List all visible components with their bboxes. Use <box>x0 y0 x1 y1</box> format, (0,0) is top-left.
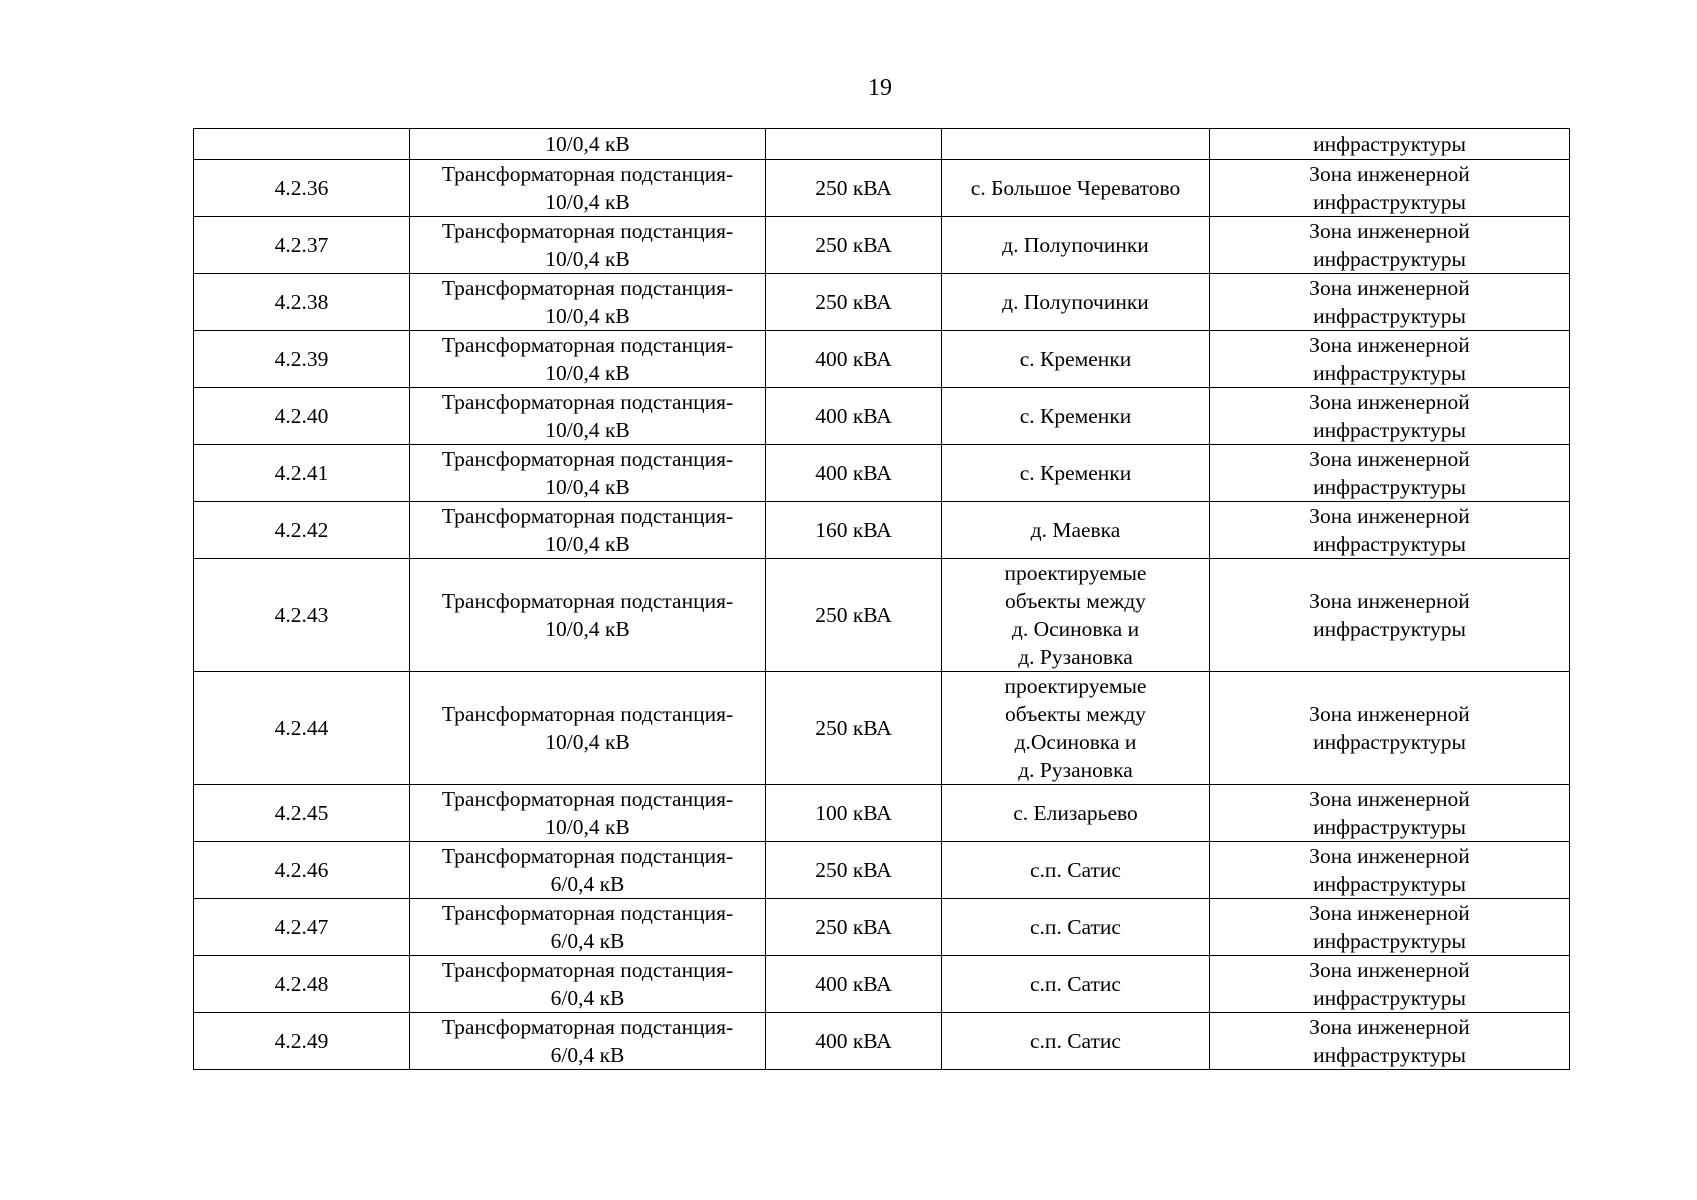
cell-location-line: д. Осиновка и <box>1011 617 1140 641</box>
cell-zone-line: инфраструктуры <box>1313 190 1466 214</box>
cell-number: 4.2.48 <box>194 956 410 1013</box>
cell-location-line: с.п. Сатис <box>1030 1029 1121 1053</box>
cell-location <box>942 502 1210 559</box>
cell-capacity: 100 кВА <box>766 785 942 842</box>
cell-zone-line: Зона инженерной <box>1309 901 1470 925</box>
cell-object-line: 10/0,4 кВ <box>545 532 630 556</box>
cell-capacity: 400 кВА <box>766 1013 942 1070</box>
cell-location-line: с. Елизарьево <box>1013 801 1138 825</box>
cell-capacity: 250 кВА <box>766 160 942 217</box>
cell-zone <box>1210 331 1570 388</box>
cell-capacity: 400 кВА <box>766 388 942 445</box>
cell-object-line: Трансформаторная подстанция- <box>441 787 734 811</box>
cell-zone-line: Зона инженерной <box>1309 589 1470 613</box>
table-body <box>194 129 1570 1070</box>
cell-object-line: 10/0,4 кВ <box>545 730 630 754</box>
cell-zone <box>1210 1013 1570 1070</box>
cell-object-line: Трансформаторная подстанция- <box>441 333 734 357</box>
cell-number: 4.2.46 <box>194 842 410 899</box>
cell-object-line: Трансформаторная подстанция- <box>441 958 734 982</box>
cell-number: 4.2.42 <box>194 502 410 559</box>
cell-zone <box>1210 559 1570 672</box>
cell-number: 4.2.43 <box>194 559 410 672</box>
cell-location <box>942 842 1210 899</box>
cell-location <box>942 129 1210 160</box>
cell-object-line: Трансформаторная подстанция- <box>441 844 734 868</box>
cell-object-line: Трансформаторная подстанция- <box>441 219 734 243</box>
cell-location <box>942 1013 1210 1070</box>
cell-object-line: Трансформаторная подстанция- <box>441 1015 734 1039</box>
cell-location <box>942 217 1210 274</box>
cell-capacity: 250 кВА <box>766 842 942 899</box>
cell-object <box>410 785 766 842</box>
cell-location-line: д. Полупочинки <box>1002 233 1149 257</box>
page-number: 19 <box>868 75 892 101</box>
cell-location <box>942 785 1210 842</box>
cell-location-line: с. Кременки <box>1019 404 1132 428</box>
cell-location <box>942 956 1210 1013</box>
cell-zone-line: Зона инженерной <box>1309 958 1470 982</box>
cell-zone-line: инфраструктуры <box>1313 872 1466 896</box>
cell-location-line: д. Маевка <box>1030 518 1121 542</box>
cell-object <box>410 1013 766 1070</box>
cell-zone <box>1210 899 1570 956</box>
cell-object-line: 10/0,4 кВ <box>545 247 630 271</box>
cell-capacity: 250 кВА <box>766 672 942 785</box>
cell-location-line: д.Осиновка и <box>1014 730 1137 754</box>
cell-zone-line: Зона инженерной <box>1309 702 1470 726</box>
cell-number: 4.2.37 <box>194 217 410 274</box>
cell-location-line: объекты между <box>1005 702 1146 726</box>
cell-object-line: Трансформаторная подстанция- <box>441 447 734 471</box>
cell-number: 4.2.41 <box>194 445 410 502</box>
cell-object-line: 6/0,4 кВ <box>550 986 625 1010</box>
table-row <box>194 160 1570 217</box>
cell-location <box>942 559 1210 672</box>
cell-object-line: 10/0,4 кВ <box>545 361 630 385</box>
cell-zone <box>1210 842 1570 899</box>
cell-object <box>410 160 766 217</box>
cell-zone <box>1210 445 1570 502</box>
cell-object-line: Трансформаторная подстанция- <box>441 276 734 300</box>
table-row <box>194 785 1570 842</box>
cell-location <box>942 445 1210 502</box>
cell-zone-line: Зона инженерной <box>1309 219 1470 243</box>
cell-zone <box>1210 785 1570 842</box>
cell-object-line: 6/0,4 кВ <box>550 929 625 953</box>
cell-zone <box>1210 502 1570 559</box>
cell-zone-line: Зона инженерной <box>1309 504 1470 528</box>
cell-location-line: д. Рузановка <box>1018 758 1133 782</box>
cell-number: 4.2.40 <box>194 388 410 445</box>
cell-location-line: с. Кременки <box>1019 347 1132 371</box>
cell-object-line: 10/0,4 кВ <box>545 190 630 214</box>
cell-zone-line: Зона инженерной <box>1309 390 1470 414</box>
cell-zone-line: Зона инженерной <box>1309 787 1470 811</box>
cell-object-line: Трансформаторная подстанция- <box>441 589 734 613</box>
cell-number: 4.2.45 <box>194 785 410 842</box>
table-row <box>194 842 1570 899</box>
table-row <box>194 502 1570 559</box>
cell-object <box>410 559 766 672</box>
cell-object <box>410 956 766 1013</box>
table-row <box>194 388 1570 445</box>
cell-location <box>942 672 1210 785</box>
cell-number: 4.2.38 <box>194 274 410 331</box>
cell-capacity: 250 кВА <box>766 217 942 274</box>
cell-zone-line: инфраструктуры <box>1313 304 1466 328</box>
cell-number: 4.2.39 <box>194 331 410 388</box>
cell-zone-line: инфраструктуры <box>1313 815 1466 839</box>
cell-object-line: Трансформаторная подстанция- <box>441 901 734 925</box>
cell-object <box>410 445 766 502</box>
cell-capacity: 250 кВА <box>766 274 942 331</box>
cell-number: 4.2.44 <box>194 672 410 785</box>
cell-zone <box>1210 217 1570 274</box>
cell-zone-line: Зона инженерной <box>1309 1015 1470 1039</box>
cell-number: 4.2.36 <box>194 160 410 217</box>
cell-object <box>410 502 766 559</box>
cell-number <box>194 129 410 160</box>
facilities-table <box>193 128 1570 1070</box>
cell-location-line: д. Полупочинки <box>1002 290 1149 314</box>
cell-object-line: Трансформаторная подстанция- <box>441 162 734 186</box>
cell-zone-line: инфраструктуры <box>1313 247 1466 271</box>
cell-location-line: проектируемые <box>1004 561 1147 585</box>
cell-object <box>410 672 766 785</box>
cell-location-line: д. Рузановка <box>1018 645 1133 669</box>
table-row <box>194 274 1570 331</box>
cell-zone <box>1210 274 1570 331</box>
table-row-continuation <box>194 129 1570 160</box>
cell-zone-line: Зона инженерной <box>1309 844 1470 868</box>
cell-object-line: Трансформаторная подстанция- <box>441 702 734 726</box>
cell-zone-line: инфраструктуры <box>1313 986 1466 1010</box>
cell-number: 4.2.47 <box>194 899 410 956</box>
cell-object-line: 10/0,4 кВ <box>545 815 630 839</box>
cell-capacity: 400 кВА <box>766 445 942 502</box>
cell-zone-line: инфраструктуры <box>1313 475 1466 499</box>
cell-object <box>410 842 766 899</box>
table-row <box>194 672 1570 785</box>
cell-location-line: с. Большое Череватово <box>970 176 1181 200</box>
cell-object-line: Трансформаторная подстанция- <box>441 390 734 414</box>
table-row <box>194 956 1570 1013</box>
cell-zone-line: Зона инженерной <box>1309 333 1470 357</box>
cell-location-line: с.п. Сатис <box>1030 972 1121 996</box>
cell-location-line: с. Кременки <box>1019 461 1132 485</box>
cell-location-line: объекты между <box>1005 589 1146 613</box>
table-row <box>194 331 1570 388</box>
cell-object <box>410 274 766 331</box>
cell-location <box>942 388 1210 445</box>
cell-capacity: 400 кВА <box>766 956 942 1013</box>
cell-capacity: 250 кВА <box>766 559 942 672</box>
cell-zone-line: инфраструктуры <box>1313 1043 1466 1067</box>
table-row <box>194 559 1570 672</box>
cell-location <box>942 160 1210 217</box>
cell-location-line: с.п. Сатис <box>1030 915 1121 939</box>
cell-object-line: 6/0,4 кВ <box>550 1043 625 1067</box>
cell-capacity: 400 кВА <box>766 331 942 388</box>
table-row <box>194 217 1570 274</box>
cell-location-line: проектируемые <box>1004 674 1147 698</box>
cell-object: 10/0,4 кВ <box>410 129 766 160</box>
table-row <box>194 899 1570 956</box>
cell-zone <box>1210 388 1570 445</box>
cell-object-line: 10/0,4 кВ <box>545 304 630 328</box>
cell-object-line: 10/0,4 кВ <box>545 475 630 499</box>
cell-zone-line: инфраструктуры <box>1313 617 1466 641</box>
cell-number: 4.2.49 <box>194 1013 410 1070</box>
cell-capacity <box>766 129 942 160</box>
cell-location <box>942 899 1210 956</box>
cell-zone-line: Зона инженерной <box>1309 447 1470 471</box>
cell-zone-line: Зона инженерной <box>1309 276 1470 300</box>
cell-zone <box>1210 672 1570 785</box>
cell-zone-line: Зона инженерной <box>1309 162 1470 186</box>
cell-object <box>410 331 766 388</box>
table-row <box>194 1013 1570 1070</box>
cell-zone <box>1210 956 1570 1013</box>
cell-object-line: 10/0,4 кВ <box>545 617 630 641</box>
cell-location <box>942 274 1210 331</box>
cell-zone-line: инфраструктуры <box>1313 418 1466 442</box>
cell-zone: инфраструктуры <box>1210 129 1570 160</box>
cell-object <box>410 388 766 445</box>
cell-object <box>410 899 766 956</box>
cell-zone-line: инфраструктуры <box>1313 532 1466 556</box>
cell-object-line: 10/0,4 кВ <box>545 418 630 442</box>
cell-object <box>410 217 766 274</box>
cell-location-line: с.п. Сатис <box>1030 858 1121 882</box>
cell-zone-line: инфраструктуры <box>1313 730 1466 754</box>
cell-capacity: 250 кВА <box>766 899 942 956</box>
cell-object-line: Трансформаторная подстанция- <box>441 504 734 528</box>
cell-zone-line: инфраструктуры <box>1313 361 1466 385</box>
cell-location <box>942 331 1210 388</box>
cell-object-line: 6/0,4 кВ <box>550 872 625 896</box>
cell-zone-line: инфраструктуры <box>1313 929 1466 953</box>
table-row <box>194 445 1570 502</box>
cell-zone <box>1210 160 1570 217</box>
cell-capacity: 160 кВА <box>766 502 942 559</box>
